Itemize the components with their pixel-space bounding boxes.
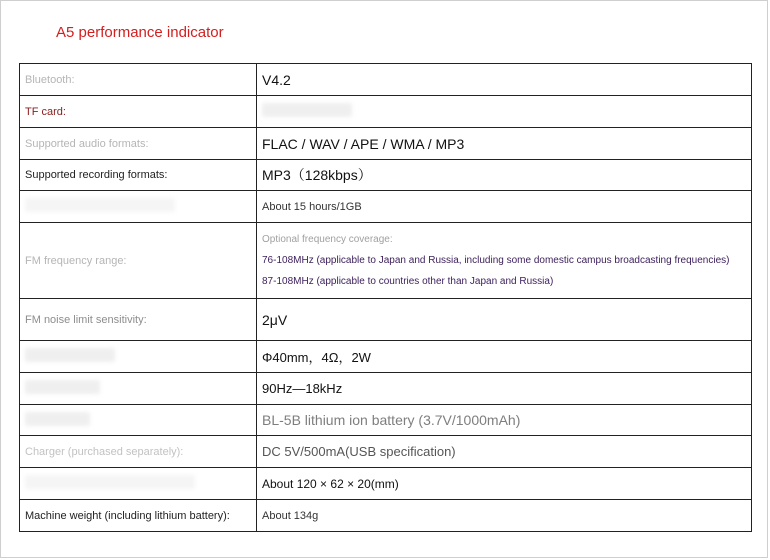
- row-label-blurred: [20, 373, 257, 405]
- row-label-blurred: [20, 341, 257, 373]
- row-value: BL-5B lithium ion battery (3.7V/1000mAh): [257, 405, 752, 436]
- row-value: DC 5V/500mA(USB specification): [257, 436, 752, 468]
- table-row: [20, 405, 752, 436]
- table-row: [20, 468, 752, 500]
- fm-range-line: 87-108MHz (applicable to countries other than Japan and Russia): [262, 276, 554, 287]
- table-row: [20, 96, 752, 128]
- row-label: Machine weight (including lithium battery):: [20, 500, 257, 532]
- page-title: A5 performance indicator: [56, 24, 224, 41]
- table-row: [20, 500, 752, 532]
- fm-range-line: 76-108MHz (applicable to Japan and Russia, including some domestic campus broadcasting frequencies): [262, 255, 730, 266]
- row-value: 2μV: [257, 299, 752, 341]
- row-label: FM noise limit sensitivity:: [20, 299, 257, 341]
- row-label-blurred: [20, 468, 257, 500]
- spec-table: [19, 63, 752, 532]
- row-value: V4.2: [257, 64, 752, 96]
- row-value: About 120 × 62 × 20(mm): [257, 468, 752, 500]
- table-row: [20, 128, 752, 160]
- table-row: [20, 223, 752, 299]
- row-value: About 15 hours/1GB: [257, 191, 752, 223]
- table-row: [20, 299, 752, 341]
- table-row: [20, 436, 752, 468]
- row-label: Charger (purchased separately):: [20, 436, 257, 468]
- table-row: [20, 341, 752, 373]
- row-label: Supported recording formats:: [20, 160, 257, 191]
- table-row: [20, 64, 752, 96]
- row-value: About 134g: [257, 500, 752, 532]
- row-label: Supported audio formats:: [20, 128, 257, 160]
- fm-range-heading: Optional frequency coverage:: [262, 234, 393, 245]
- table-row: [20, 373, 752, 405]
- fm-range-cell: [257, 223, 752, 299]
- row-label: FM frequency range:: [20, 223, 257, 299]
- table-row: [20, 160, 752, 191]
- row-label-blurred: [20, 191, 257, 223]
- row-label-blurred: [20, 405, 257, 436]
- row-label: TF card:: [20, 96, 257, 128]
- row-value: Φ40mm，4Ω，2W: [257, 341, 752, 373]
- row-value-blurred: [257, 96, 752, 128]
- row-value: FLAC / WAV / APE / WMA / MP3: [257, 128, 752, 160]
- row-value: MP3（128kbps）: [257, 160, 752, 191]
- table-row: [20, 191, 752, 223]
- row-label: Bluetooth:: [20, 64, 257, 96]
- row-value: 90Hz—18kHz: [257, 373, 752, 405]
